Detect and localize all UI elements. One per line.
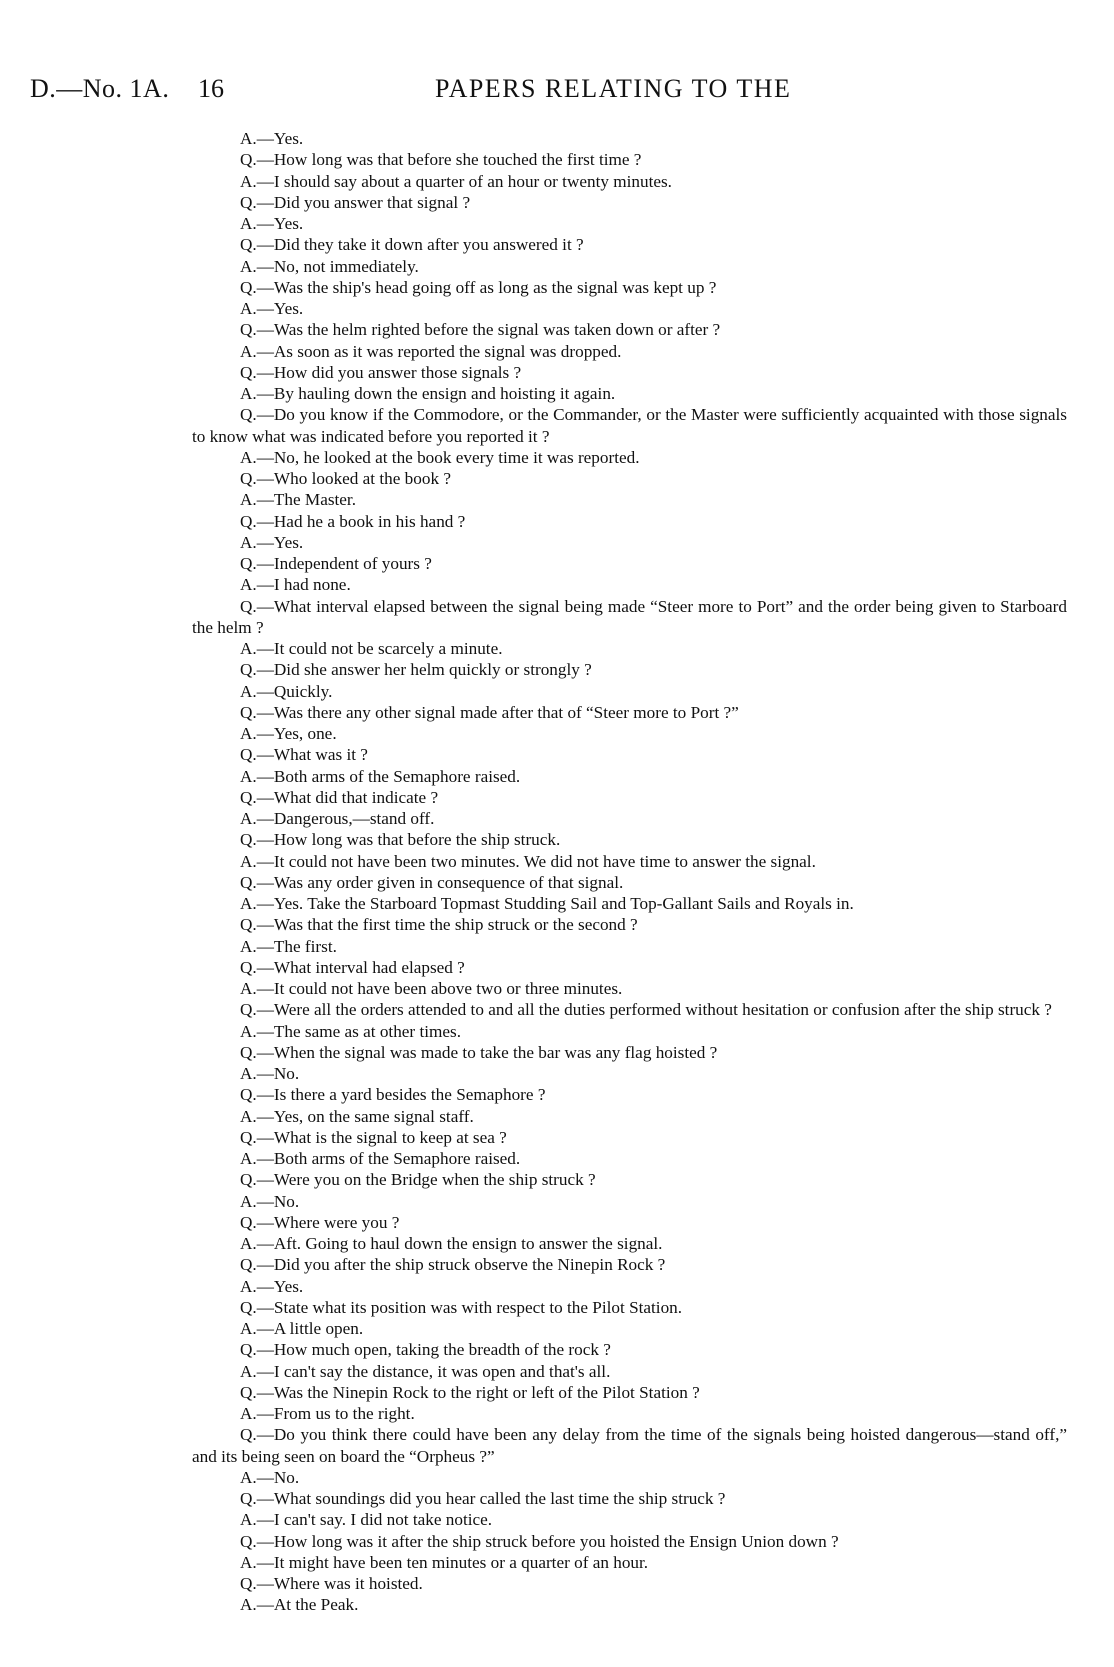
question-line: Q.—State what its position was with respect to the Pilot Station. [240,1297,683,1317]
question-line: Q.—Did she answer her helm quickly or strongly ? [240,660,592,680]
answer-line: A.—No. [240,1191,300,1211]
answer-line: A.—Yes, on the same signal staff. [240,1106,474,1126]
answer-line: A.—Yes. [240,214,304,233]
question-line: Q.—How long was it after the ship struck before you hoisted the Ensign Union down ? [240,1531,839,1551]
question-line: Q.—Was any order given in consequence of that signal. [240,872,624,892]
question-line: Q.—How long was that before she touched the first time ? [240,150,642,170]
question-line: Q.—Where was it hoisted. [240,1574,423,1593]
question-line: Q.—What soundings did you hear called the last time the ship struck ? [240,1489,726,1508]
answer-line: A.—It could not be scarcely a minute. [240,639,503,658]
question-line: Q.—Do you know if the Commodore, or the Commander, or the Master were sufficiently acquainted with those signals to know what was indicated before you reported it ? [192,405,1067,446]
question-line: Q.—What interval had elapsed ? [240,957,465,977]
question-line: Q.—What is the signal to keep at sea ? [240,1127,507,1147]
page-number: 16 [198,74,224,103]
question-line: Q.—What did that indicate ? [240,787,439,807]
question-line: Q.—Were all the orders attended to and all the duties performed without hesitation or confusion after the ship struck ? [240,1000,1052,1020]
question-line: Q.—Were you on the Bridge when the ship struck ? [240,1170,596,1190]
answer-line: A.—The first. [240,936,337,956]
question-line: Q.—How long was that before the ship struck. [240,830,561,850]
question-line: Q.—Had he a book in his hand ? [240,511,466,531]
document-reference: D.—No. 1A. [30,74,170,103]
answer-line: A.—No. [240,1064,300,1083]
answer-line: A.—I had none. [240,575,351,595]
question-line: Q.—Did they take it down after you answered it ? [240,235,584,255]
answer-line: A.—Aft. Going to haul down the ensign to answer the signal. [240,1234,663,1253]
question-line: Q.—Did you after the ship struck observe the Ninepin Rock ? [240,1255,666,1275]
answer-line: A.—Yes. [240,129,304,148]
answer-line: A.—I can't say. I did not take notice. [240,1510,493,1530]
answer-line: A.—Yes. [240,1276,304,1296]
answer-line: A.—I should say about a quarter of an hour or twenty minutes. [240,171,672,191]
answer-line: A.—From us to the right. [240,1404,415,1423]
answer-line: A.—Quickly. [240,681,333,701]
question-line: Q.—Independent of yours ? [240,554,432,573]
question-line: Q.—Did you answer that signal ? [240,192,471,212]
question-line: Q.—Was the helm righted before the signal was taken down or after ? [240,320,721,340]
answer-line: A.—As soon as it was reported the signal was dropped. [240,341,622,361]
answer-line: A.—Yes. Take the Starboard Topmast Studding Sail and Top-Gallant Sails and Royals in. [240,894,854,913]
answer-line: A.—The Master. [240,490,356,510]
running-title: PAPERS RELATING TO THE [435,74,792,103]
answer-line: A.—The same as at other times. [240,1021,461,1041]
question-line: Q.—What interval elapsed between the signal being made “Steer more to Port” and the order being given to Starboard the helm ? [192,596,1067,637]
answer-line: A.—At the Peak. [240,1595,359,1615]
question-line: Q.—Do you think there could have been any delay from the time of the signals being hoisted dangerous—stand off,” and its being seen on board the “Orpheus ?” [192,1425,1067,1466]
answer-line: A.—It could not have been two minutes. We did not have time to answer the signal. [240,851,816,871]
question-line: Q.—Was the ship's head going off as long as the signal was kept up ? [240,277,717,297]
answer-line: A.—No. [240,1467,300,1487]
question-line: Q.—Was that the first time the ship struck or the second ? [240,915,638,935]
question-line: Q.—How much open, taking the breadth of the rock ? [240,1340,611,1360]
answer-line: A.—No, not immediately. [240,256,419,276]
question-line: Q.—How did you answer those signals ? [240,362,522,382]
answer-line: A.—Both arms of the Semaphore raised. [240,1149,521,1168]
question-line: Q.—Was there any other signal made after that of “Steer more to Port ?” [240,702,739,722]
answer-line: A.—Yes, one. [240,724,337,743]
answer-line: A.—I can't say the distance, it was open and that's all. [240,1361,611,1381]
answer-line: A.—By hauling down the ensign and hoisting it again. [240,384,616,403]
answer-line: A.—A little open. [240,1319,364,1338]
question-line: Q.—What was it ? [240,745,368,765]
answer-line: A.—Dangerous,—stand off. [240,809,435,828]
question-line: Q.—Who looked at the book ? [240,469,451,488]
answer-line: A.—It could not have been above two or three minutes. [240,979,623,998]
answer-line: A.—No, he looked at the book every time it was reported. [240,447,640,467]
question-line: Q.—Where were you ? [240,1212,400,1232]
page-header [30,74,1074,110]
question-line: Q.—Was the Ninepin Rock to the right or left of the Pilot Station ? [240,1382,700,1402]
question-line: Q.—When the signal was made to take the bar was any flag hoisted ? [240,1042,718,1062]
testimony-body [192,128,1067,1616]
answer-line: A.—Both arms of the Semaphore raised. [240,766,521,786]
answer-line: A.—Yes. [240,299,304,318]
answer-line: A.—It might have been ten minutes or a quarter of an hour. [240,1552,649,1572]
question-line: Q.—Is there a yard besides the Semaphore ? [240,1085,546,1105]
answer-line: A.—Yes. [240,532,304,552]
